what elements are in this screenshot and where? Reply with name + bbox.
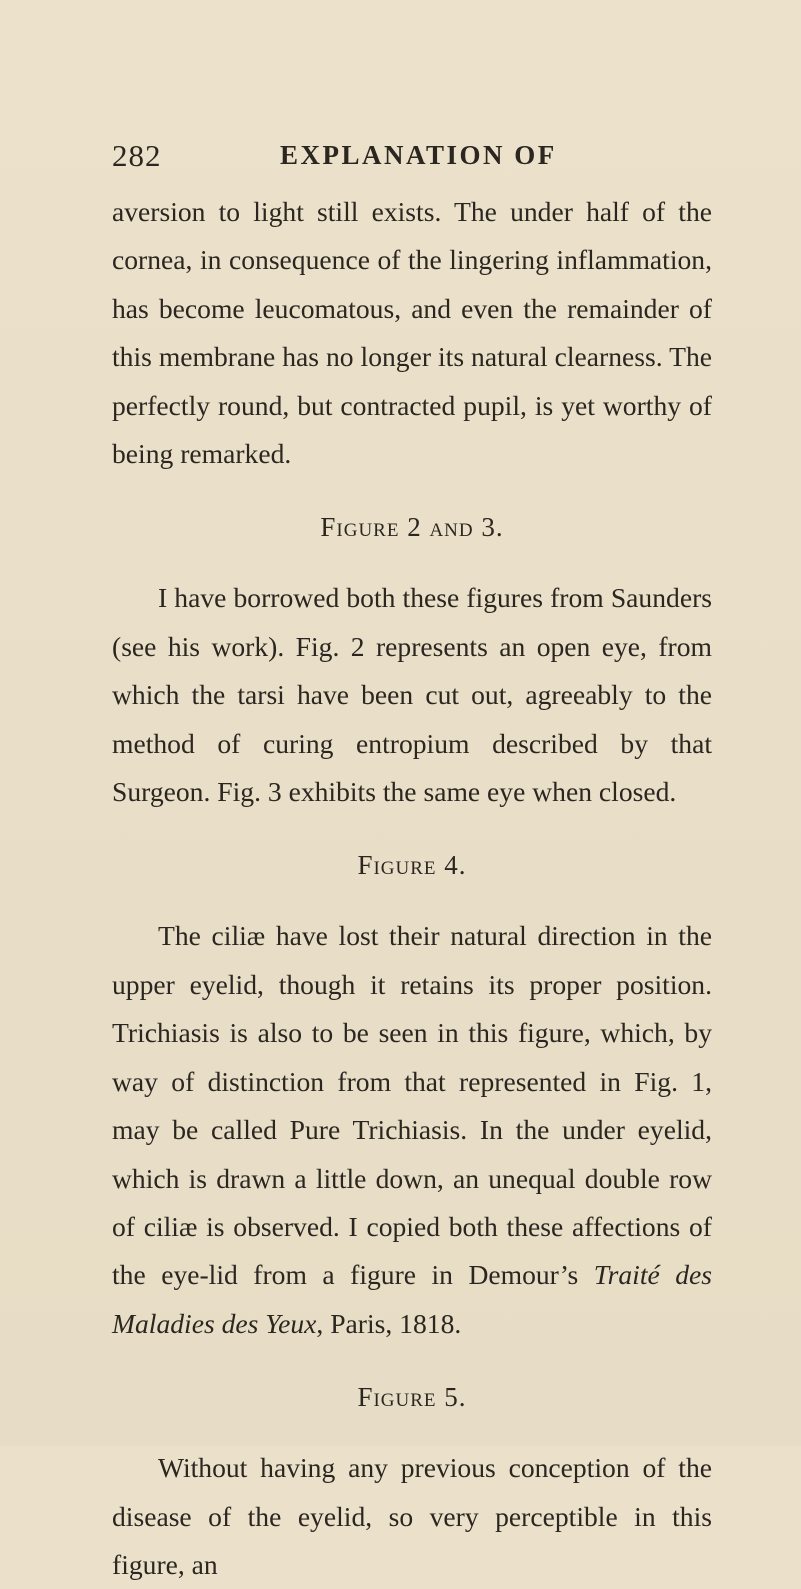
paragraph-3-text: The ciliæ have lost their natural direction in the upper eyelid, though it retains its proper position. Trichiasis is also to be seen in this figure, which, by way of distinction from that represented in Fig. 1, may be called Pure Trichiasis. In the under eyelid, which is drawn a little down, an unequal double row of ciliæ is observed. I copied both these affections of the eye-lid from a figure in Demour’s [112,920,712,1291]
page-body [112,188,712,1589]
heading-figure-2-and-3: Figure 2 and 3. [320,512,504,543]
paragraph-2: I have borrowed both these figures from Saunders (see his work). Fig. 2 represents an open eye, from which the tarsi have been cut out, agreeably to the method of curing entropium described by that Surgeon. Fig. 3 exhibits the same eye when closed. [112,582,712,808]
paragraph-3-text-end: , Paris, 1818. [316,1307,462,1339]
heading-figure-4: Figure 4. [357,850,467,881]
paragraph-4: Without having any previous conception of the disease of the eyelid, so very perceptible in this figure, an [112,1452,712,1580]
running-head [112,138,712,178]
heading-figure-5: Figure 5. [357,1382,467,1413]
running-title: EXPLANATION OF [280,140,557,170]
paragraph-1: aversion to light still exists. The under half of the cornea, in consequence of the lingering inflammation, has become leucomatous, and even the remainder of this membrane has no longer its natural clearness. The perfectly round, but contracted pupil, is yet worthy of being remarked. [112,196,712,470]
page-number: 282 [112,138,162,173]
book-title-italic: Traité des Maladies des Yeux [112,1259,713,1339]
paragraph-3 [112,912,712,1348]
